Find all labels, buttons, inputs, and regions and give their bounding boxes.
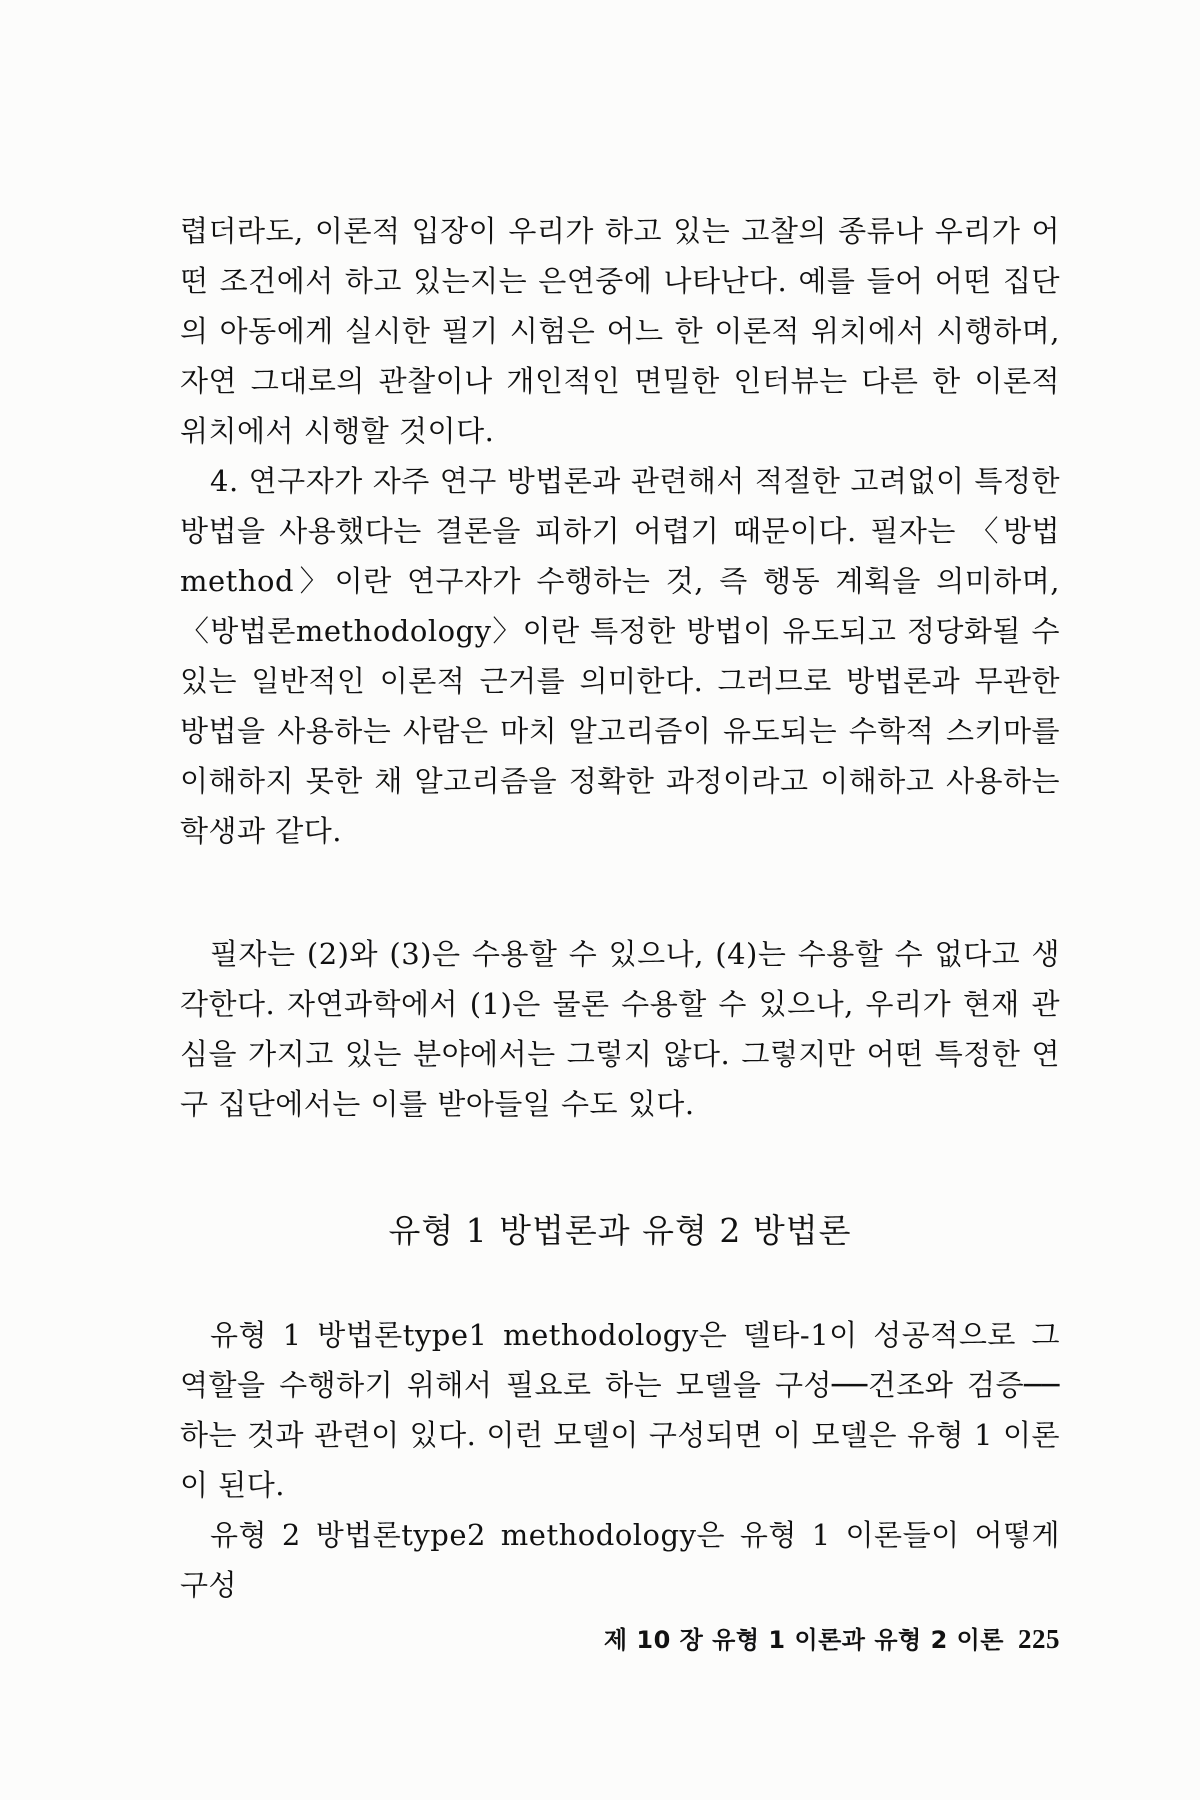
section-heading: 유형 1 방법론과 유형 2 방법론: [388, 1211, 852, 1250]
paragraph-continued: 렵더라도, 이론적 입장이 우리가 하고 있는 고찰의 종류나 우리가 어떤 조건에서 하고 있는지는 은연중에 나타난다. 예를 들어 어떤 집단의 아동에게 실시한 필기 시험은 어느 한 이론적 위치에서 시행하며, 자연 그대로의 관찰이나 개인적인 면밀한 인터뷰는 다른 한 이론적 위치에서 시행할 것이다.: [180, 214, 1060, 448]
running-footer: [560, 1620, 1060, 1655]
paragraph-note-4: 4. 연구자가 자주 연구 방법론과 관련해서 적절한 고려없이 특정한 방법을 사용했다는 결론을 피하기 어렵기 때문이다. 필자는 〈방법method〉이란 연구자가 수행하는 것, 즉 행동 계획을 의미하며, 〈방법론methodology〉이란 특정한 방법이 유도되고 정당화될 수 있는 일반적인 이론적 근거를 의미한다. 그러므로 방법론과 무관한 방법을 사용하는 사람은 마치 알고리즘이 유도되는 수학적 스키마를 이해하지 못한 채 알고리즘을 정확한 과정이라고 이해하고 사용하는 학생과 같다.: [180, 464, 1060, 848]
running-title: 제 10 장 유형 1 이론과 유형 2 이론: [603, 1626, 1004, 1654]
body-text-block: [180, 929, 1060, 1129]
page-number: 225: [1018, 1624, 1060, 1654]
paragraph-type1-methodology: 유형 1 방법론type1 methodology은 델타-1이 성공적으로 그 역할을 수행하기 위해서 필요로 하는 모델을 구성──건조와 검증──하는 것과 관련이 있다. 이런 모델이 구성되면 이 모델은 유형 1 이론이 된다.: [180, 1318, 1060, 1502]
body-text-block: [180, 1310, 1060, 1610]
paragraph-author-view: 필자는 (2)와 (3)은 수용할 수 있으나, (4)는 수용할 수 없다고 생각한다. 자연과학에서 (1)은 물론 수용할 수 있으나, 우리가 현재 관심을 가지고 있는 분야에서는 그렇지 않다. 그렇지만 어떤 특정한 연구 집단에서는 이를 받아들일 수도 있다.: [180, 937, 1060, 1121]
paragraph-type2-methodology: 유형 2 방법론type2 methodology은 유형 1 이론들이 어떻게 구성: [180, 1518, 1060, 1602]
body-text-block: [180, 206, 1060, 856]
